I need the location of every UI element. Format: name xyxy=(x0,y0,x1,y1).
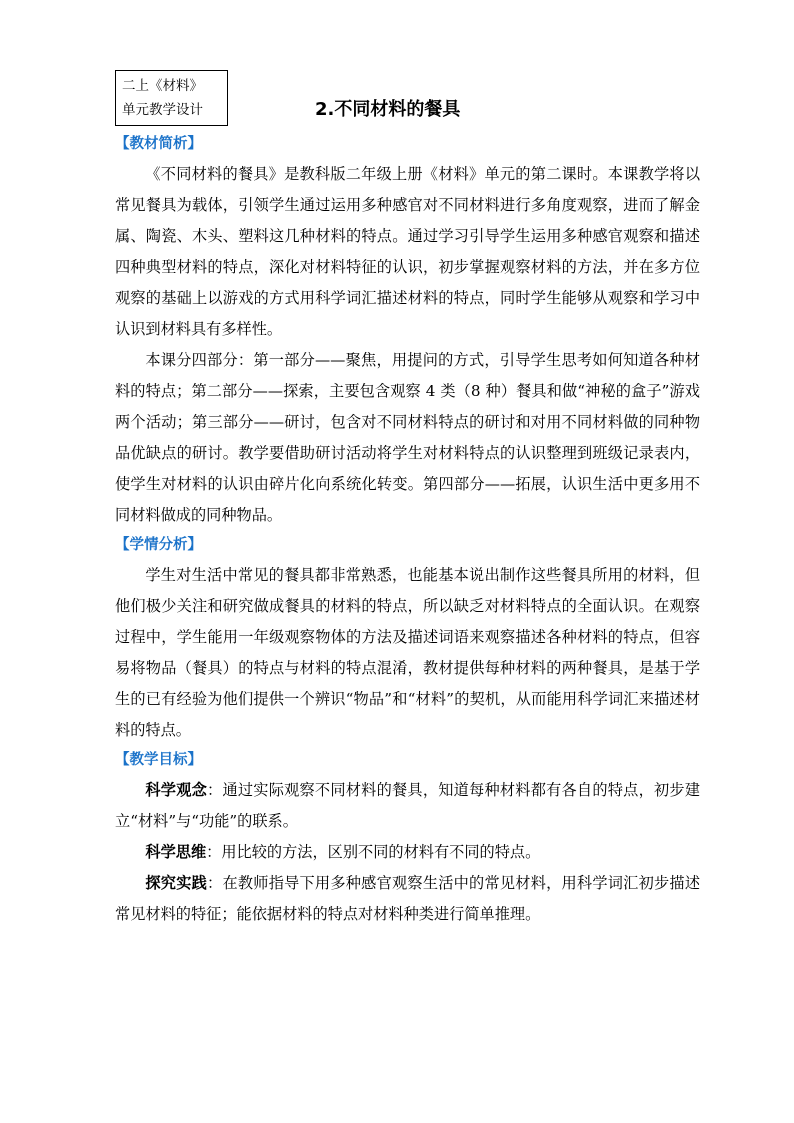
textbook-paragraph-1: 《不同材料的餐具》是教科版二年级上册《材料》单元的第二课时。本课教学将以常见餐具为载体，引领学生通过运用多种感官对不同材料进行多角度观察，进而了解金属、陶瓷、木头、塑料这几种材料的特点。通过学习引导学生运用多种感官观察和描述四种典型材料的特点，深化对材料特征的认识，初步掌握观察材料的方法，并在多方位观察的基础上以游戏的方式用科学词汇描述材料的特点，同时学生能够从观察和学习中认识到材料具有多样性。 xyxy=(115,165,700,338)
section-heading-goals: 【教学目标】 xyxy=(115,752,202,768)
goal-inquiry-practice xyxy=(115,868,700,930)
document-body xyxy=(115,130,700,930)
textbook-paragraph-2: 本课分四部分：第一部分——聚焦，用提问的方式，引导学生思考如何知道各种材料的特点；第二部分——探索，主要包含观察 4 类（8 种）餐具和做“神秘的盒子”游戏两个活动；第三部分——研讨，包含对不同材料特点的研讨和对用不同材料做的同种物品优缺点的研讨。教学要借助研讨活动将学生对材料特点的认识整理到班级记录表内，使学生对材料的认识由碎片化向系统化转变。第四部分——拓展，认识生活中更多用不同材料做成的同种物品。 xyxy=(115,351,700,524)
goal-science-concept-text: ：通过实际观察不同材料的餐具，知道每种材料都有各自的特点，初步建立“材料”与“功能”的联系。 xyxy=(115,781,701,830)
goal-science-thinking-text: ：用比较的方法，区别不同的材料有不同的特点。 xyxy=(206,843,541,861)
students-paragraph-1: 学生对生活中常见的餐具都非常熟悉，也能基本说出制作这些餐具所用的材料，但他们极少关注和研究做成餐具的材料的特点，所以缺乏对材料特点的全面认识。在观察过程中，学生能用一年级观察物体的方法及描述词语来观察描述各种材料的特点，但容易将物品（餐具）的特点与材料的特点混淆，教材提供每种材料的两种餐具，是基于学生的已有经验为他们提供一个辨识“物品”和“材料”的契机，从而能用科学词汇来描述材料的特点。 xyxy=(115,566,700,739)
goal-science-thinking-label: 科学思维 xyxy=(145,843,207,861)
page-title: 2.不同材料的餐具 xyxy=(315,99,461,120)
goal-inquiry-practice-label: 探究实践 xyxy=(145,874,208,892)
goal-science-thinking xyxy=(115,837,700,868)
goal-science-concept xyxy=(115,775,700,837)
unit-label-line2: 单元教学设计 xyxy=(122,102,203,118)
section-heading-students: 【学情分析】 xyxy=(115,537,202,553)
unit-label-line1: 二上《材料》 xyxy=(122,78,203,94)
section-heading-textbook: 【教材简析】 xyxy=(115,136,202,152)
goal-inquiry-practice-text: ：在教师指导下用多种感官观察生活中的常见材料，用科学词汇初步描述常见材料的特征；能依据材料的特点对材料种类进行简单推理。 xyxy=(115,874,701,923)
unit-label-box xyxy=(115,70,228,126)
goal-science-concept-label: 科学观念 xyxy=(145,781,208,799)
